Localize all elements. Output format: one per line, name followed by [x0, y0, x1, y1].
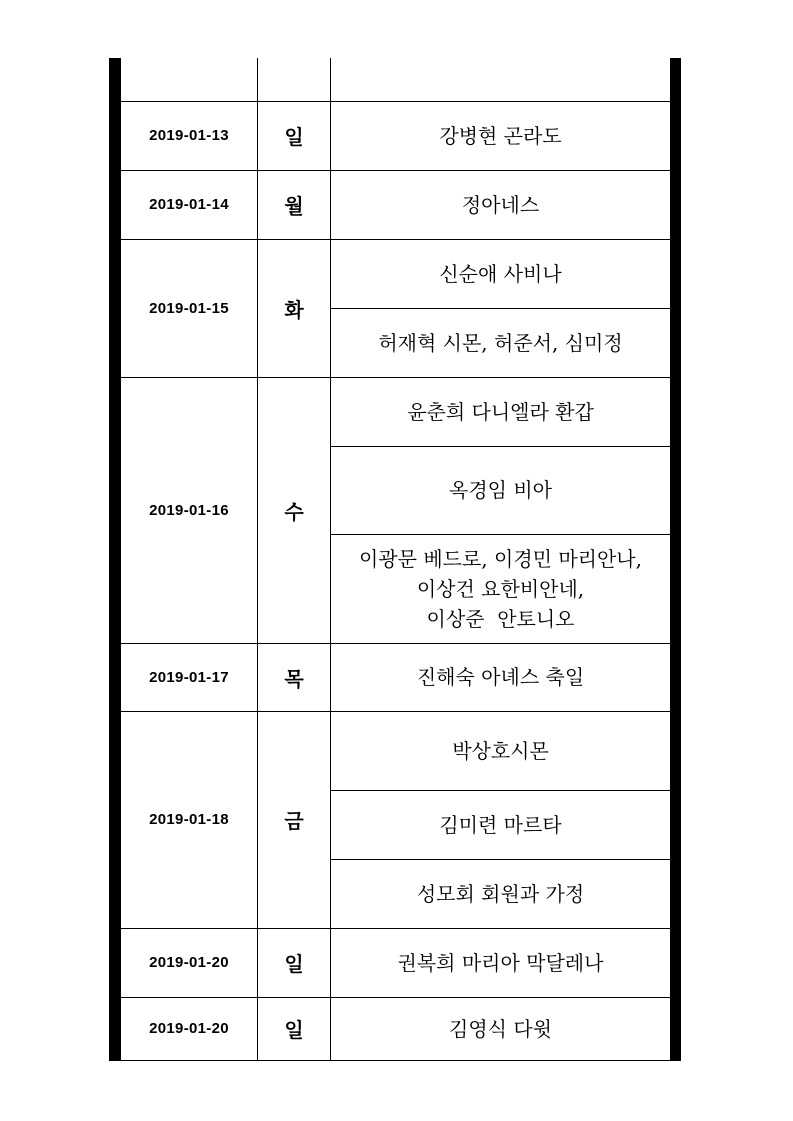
table-row — [115, 997, 676, 1060]
name-cell: 김영식 다윗 — [331, 997, 676, 1060]
table-row — [115, 928, 676, 997]
date-cell: 2019-01-15 — [115, 239, 258, 377]
name-cell: 김미련 마르타 — [331, 790, 676, 859]
table-row — [115, 239, 676, 308]
date-cell: 2019-01-13 — [115, 101, 258, 170]
weekday-cell — [258, 58, 331, 101]
table-row — [115, 58, 676, 101]
table-row — [115, 711, 676, 790]
name-cell: 성모회 회원과 가정 — [331, 859, 676, 928]
name-line: 이상건 요한비안네, — [416, 576, 585, 601]
weekday-cell: 일 — [258, 101, 331, 170]
name-cell: 진해숙 아녜스 축일 — [331, 643, 676, 711]
name-cell-multiline — [331, 534, 676, 643]
name-cell: 강병현 곤라도 — [331, 101, 676, 170]
table-row — [115, 377, 676, 446]
name-cell: 허재혁 시몬, 허준서, 심미정 — [331, 308, 676, 377]
name-cell: 권복희 마리아 막달레나 — [331, 928, 676, 997]
date-cell: 2019-01-14 — [115, 170, 258, 239]
date-cell: 2019-01-20 — [115, 928, 258, 997]
weekday-cell: 목 — [258, 643, 331, 711]
table-row — [115, 643, 676, 711]
date-cell: 2019-01-18 — [115, 711, 258, 928]
date-cell — [115, 58, 258, 101]
name-cell: 윤춘희 다니엘라 환갑 — [331, 377, 676, 446]
name-cell: 정아네스 — [331, 170, 676, 239]
schedule-table — [109, 58, 681, 1061]
weekday-cell: 금 — [258, 711, 331, 928]
name-line: 이광문 베드로, 이경민 마리안나, — [359, 546, 642, 571]
name-cell: 박상호시몬 — [331, 711, 676, 790]
date-cell: 2019-01-17 — [115, 643, 258, 711]
date-cell: 2019-01-20 — [115, 997, 258, 1060]
name-cell: 신순애 사비나 — [331, 239, 676, 308]
name-cell — [331, 58, 676, 101]
name-cell: 옥경임 비아 — [331, 446, 676, 534]
name-line: 이상준 안토니오 — [426, 606, 575, 631]
weekday-cell: 수 — [258, 377, 331, 643]
weekday-cell: 일 — [258, 928, 331, 997]
weekday-cell: 월 — [258, 170, 331, 239]
table-row — [115, 101, 676, 170]
weekday-cell: 일 — [258, 997, 331, 1060]
table-row — [115, 170, 676, 239]
weekday-cell: 화 — [258, 239, 331, 377]
date-cell: 2019-01-16 — [115, 377, 258, 643]
